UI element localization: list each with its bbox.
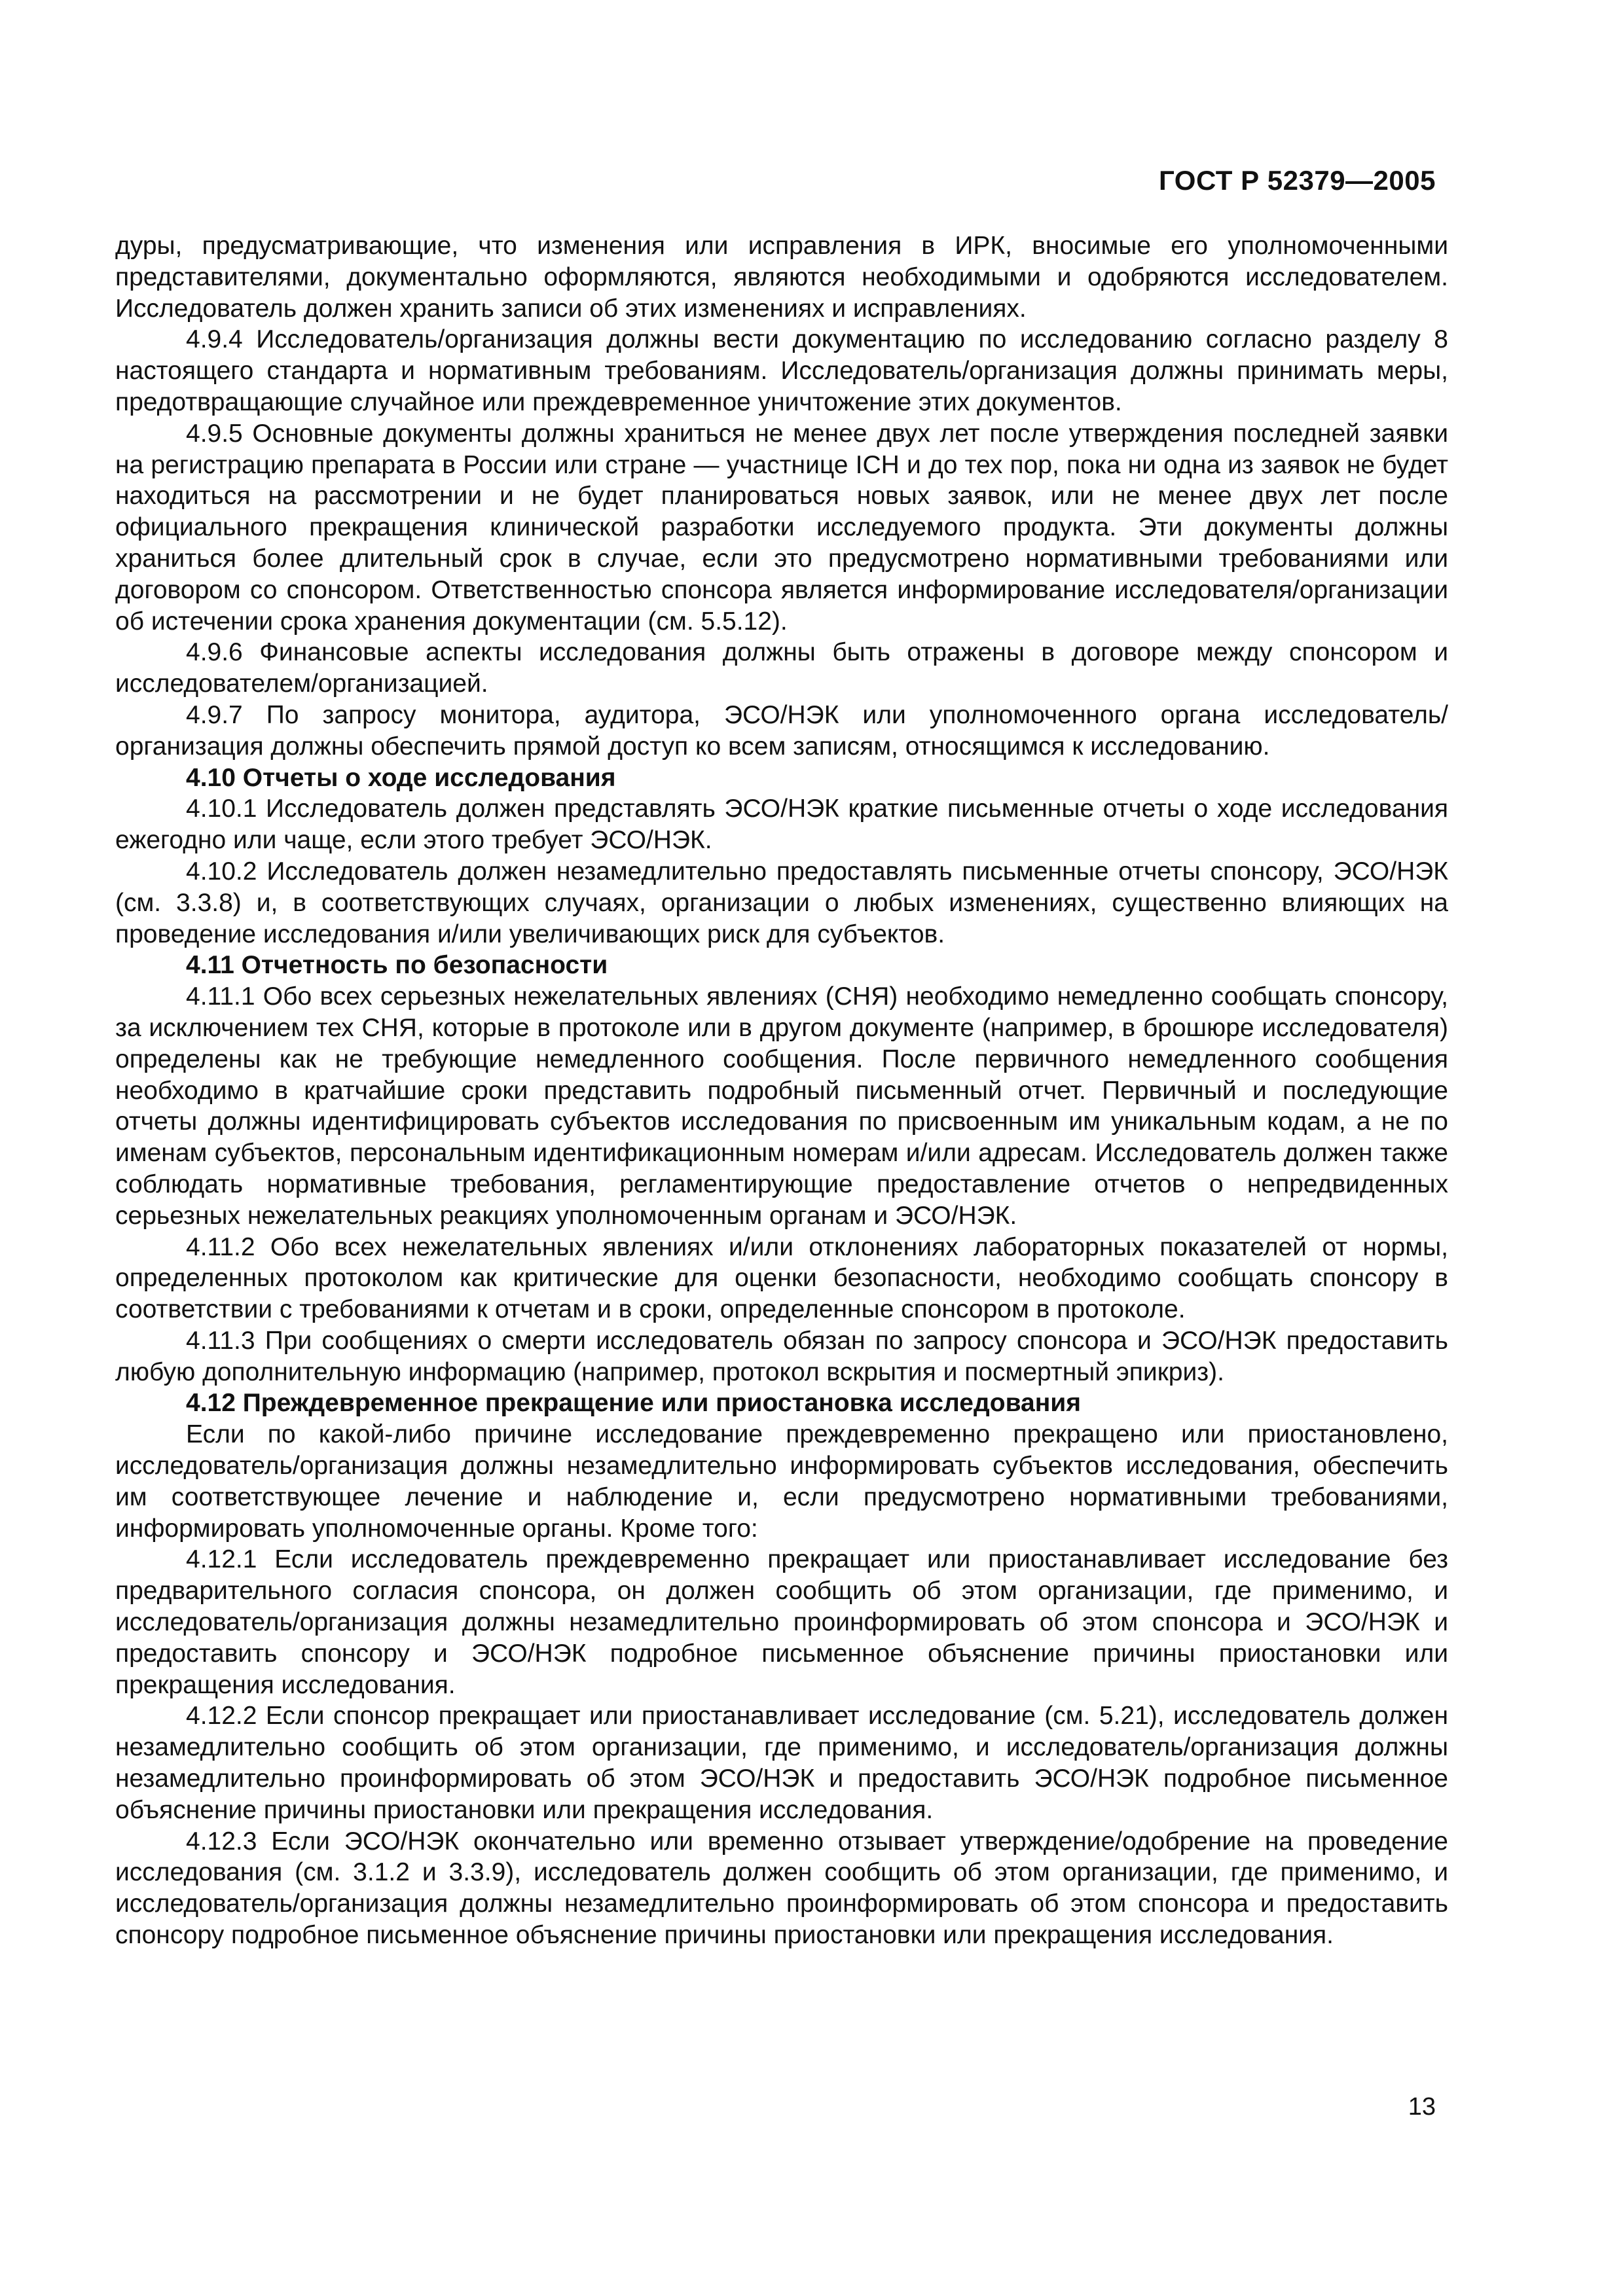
section-heading-4-11: 4.11 Отчетность по безопасности: [186, 951, 608, 980]
paragraph-4-11-2: 4.11.2 Обо всех нежелательных явлениях и/или отклонениях лабораторных показателей от нормы, определенных протоколом как критические для оценки безопасности, необходимо сообщать спонсору в соответствии с требованиями к отчетам и в сроки, определенные спонсором в протоколе.: [115, 1232, 1448, 1324]
paragraph-continuation: дуры, предусматривающие, что изменения или исправления в ИРК, вносимые его уполномоченными представителями, документально оформляются, являются необходимыми и одобряются исследователем. Исследователь должен хранить записи об этих изменениях и исправлениях.: [115, 232, 1448, 323]
page-number: 13: [1408, 2093, 1436, 2121]
paragraph-4-10-2: 4.10.2 Исследователь должен незамедлительно предоставлять письменные отчеты спонсору, ЭСО/НЭК (см. 3.3.8) и, в соответствующих случаях, организации о любых изменениях, существенно влияющих на проведение исследования и/или увеличивающих риск для субъектов.: [115, 857, 1448, 948]
paragraph-4-9-7: 4.9.7 По запросу монитора, аудитора, ЭСО/НЭК или уполномоченного органа исследователь/организация должны обеспечить прямой доступ ко всем записям, относящимся к исследованию.: [115, 700, 1448, 761]
paragraph-4-12-2: 4.12.2 Если спонсор прекращает или приостанавливает исследование (см. 5.21), исследователь должен незамедлительно сообщить об этом организации, где применимо, и исследователь/организация должны незамедлительно проинформировать об этом ЭСО/НЭК и предоставить ЭСО/НЭК подробное письменное объяснение причины приостановки или прекращения исследования.: [115, 1702, 1448, 1824]
paragraph-4-12-intro: Если по какой-либо причине исследование преждевременно прекращено или приостановлено, исследователь/организация должны незамедлительно информировать субъектов исследования, обеспечить им соответствующее лечение и наблюдение и, если предусмотрено нормативными требованиями, информировать уполномоченные органы. Кроме того:: [115, 1420, 1448, 1543]
section-heading-4-10: 4.10 Отчеты о ходе исследования: [186, 763, 616, 792]
paragraph-4-12-3: 4.12.3 Если ЭСО/НЭК окончательно или временно отзывает утверждение/одобрение на проведение исследования (см. 3.1.2 и 3.3.9), исследователь должен сообщить об этом организации, где применимо, и исследователь/организация должны незамедлительно проинформировать об этом спонсора и предоставить спонсору подробное письменное объяснение причины приостановки или прекращения исследования.: [115, 1827, 1448, 1950]
paragraph-4-10-1: 4.10.1 Исследователь должен представлять ЭСО/НЭК краткие письменные отчеты о ходе исследования ежегодно или чаще, если этого требует ЭСО/НЭК.: [115, 795, 1448, 855]
paragraph-4-9-6: 4.9.6 Финансовые аспекты исследования должны быть отражены в договоре между спонсором и исследователем/организацией.: [115, 638, 1448, 698]
document-code: ГОСТ Р 52379—2005: [1159, 165, 1436, 196]
paragraph-4-12-1: 4.12.1 Если исследователь преждевременно прекращает или приостанавливает исследование без предварительного согласия спонсора, он должен сообщить об этом организации, где применимо, и исследователь/организация должны незамедлительно проинформировать об этом спонсора и ЭСО/НЭК и предоставить спонсору и ЭСО/НЭК подробное письменное объяснение причины приостановки или прекращения исследования.: [115, 1545, 1448, 1699]
paragraph-4-9-5: 4.9.5 Основные документы должны храниться не менее двух лет после утверждения последней заявки на регистрацию препарата в России или стране — участнице ICH и до тех пор, пока ни одна из заявок не будет находиться на рассмотрении и не будет планироваться новых заявок, или не менее двух лет после официального прекращения клинической разработки исследуемого продукта. Эти документы должны храниться более длительный срок в случае, если это предусмотрено нормативными требованиями или договором со спонсором. Ответственностью спонсора является информирование исследователя/организации об истечении срока хранения документации (см. 5.5.12).: [115, 419, 1448, 636]
paragraph-4-11-3: 4.11.3 При сообщениях о смерти исследователь обязан по запросу спонсора и ЭСО/НЭК предоставить любую дополнительную информацию (например, протокол вскрытия и посмертный эпикриз).: [115, 1326, 1448, 1386]
section-heading-4-12: 4.12 Преждевременное прекращение или приостановка исследования: [186, 1389, 1082, 1418]
page-body: [115, 230, 1448, 1951]
paragraph-4-11-1: 4.11.1 Обо всех серьезных нежелательных явлениях (СНЯ) необходимо немедленно сообщать спонсору, за исключением тех СНЯ, которые в протоколе или в другом документе (например, в брошюре исследователя) определены как не требующие немедленного сообщения. После первичного немедленного сообщения необходимо в кратчайшие сроки представить подробный письменный отчет. Первичный и последующие отчеты должны идентифицировать субъектов исследования по присвоенным им уникальным кодам, а не по именам субъектов, персональным идентификационным номерам и/или адресам. Исследователь должен также соблюдать нормативные требования, регламентирующие предоставление отчетов о непредвиденных серьезных нежелательных реакциях уполномоченным органам и ЭСО/НЭК.: [115, 982, 1448, 1230]
paragraph-4-9-4: 4.9.4 Исследователь/организация должны вести документацию по исследованию согласно разделу 8 настоящего стандарта и нормативным требованиям. Исследователь/организация должны принимать меры, предотвращающие случайное или преждевременное уничтожение этих документов.: [115, 325, 1448, 416]
